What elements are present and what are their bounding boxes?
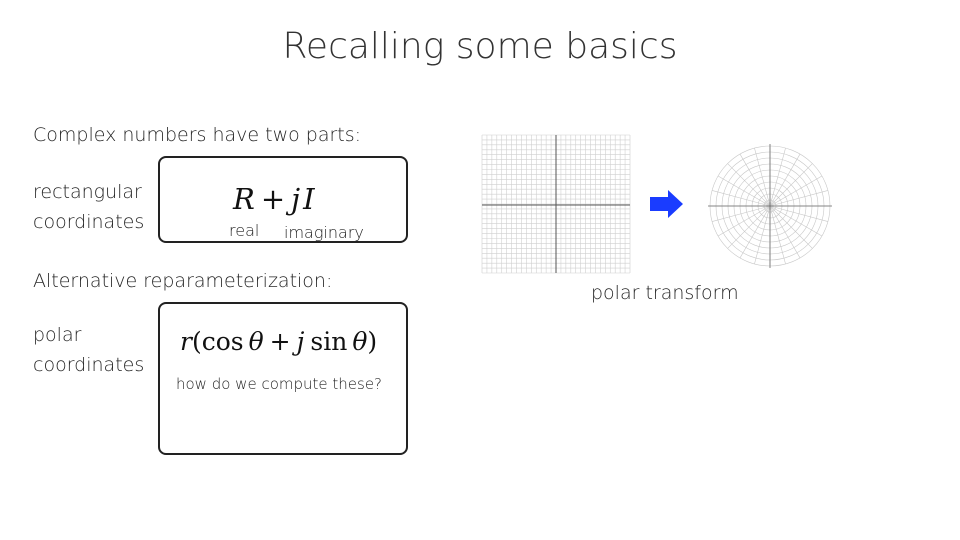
polar-spoke <box>770 206 822 236</box>
polar-spoke <box>770 148 786 206</box>
polar-spoke <box>770 206 828 222</box>
right-arrow-icon <box>650 190 684 218</box>
slide-title: Recalling some basics <box>282 26 678 67</box>
intro-text: Complex numbers have two parts: <box>33 124 362 146</box>
formula-R: R <box>233 182 255 216</box>
polar-spoke <box>740 206 770 258</box>
formula-plus: + <box>260 182 286 216</box>
polar-spoke <box>770 206 800 258</box>
polar-spoke <box>754 148 770 206</box>
polar-spoke <box>740 154 770 206</box>
rectangular-label <box>33 177 144 237</box>
polar-spoke <box>770 206 786 264</box>
formula-r: r <box>180 327 192 356</box>
polar-spoke <box>712 206 770 222</box>
question-text: how do we compute these? <box>176 375 383 393</box>
polar-spoke <box>770 154 800 206</box>
polar-spoke <box>712 190 770 206</box>
formula-close-paren: ) <box>367 327 378 356</box>
rectangular-label-line2: coordinates <box>33 211 145 233</box>
imaginary-label: imaginary <box>284 223 364 242</box>
polar-label-line2: coordinates <box>33 354 145 376</box>
polar-grid-image <box>700 138 840 272</box>
formula-theta-1: θ <box>248 327 264 356</box>
polar-spoke <box>718 176 770 206</box>
polar-label-line1: polar <box>33 324 82 346</box>
polar-formula <box>180 327 377 356</box>
rectangular-label-line1: rectangular <box>33 181 142 203</box>
polar-spoke <box>718 206 770 236</box>
formula-sin: sin <box>310 327 348 356</box>
polar-spoke <box>754 206 770 264</box>
alternative-text: Alternative reparameterization: <box>33 270 333 292</box>
formula-cos: cos <box>201 327 244 356</box>
formula-theta-2: θ <box>352 327 368 356</box>
formula-j-2: j <box>296 327 305 356</box>
rectangular-grid-image <box>480 133 632 275</box>
formula-j: j <box>291 182 301 216</box>
polar-spoke <box>770 190 828 206</box>
rectangular-formula <box>233 182 315 216</box>
polar-transform-caption: polar transform <box>591 282 739 304</box>
formula-I: I <box>303 182 315 216</box>
polar-spoke <box>770 176 822 206</box>
formula-plus-2: + <box>269 327 291 356</box>
real-label: real <box>229 221 260 240</box>
formula-open-paren: ( <box>191 327 202 356</box>
polar-label <box>33 320 144 380</box>
